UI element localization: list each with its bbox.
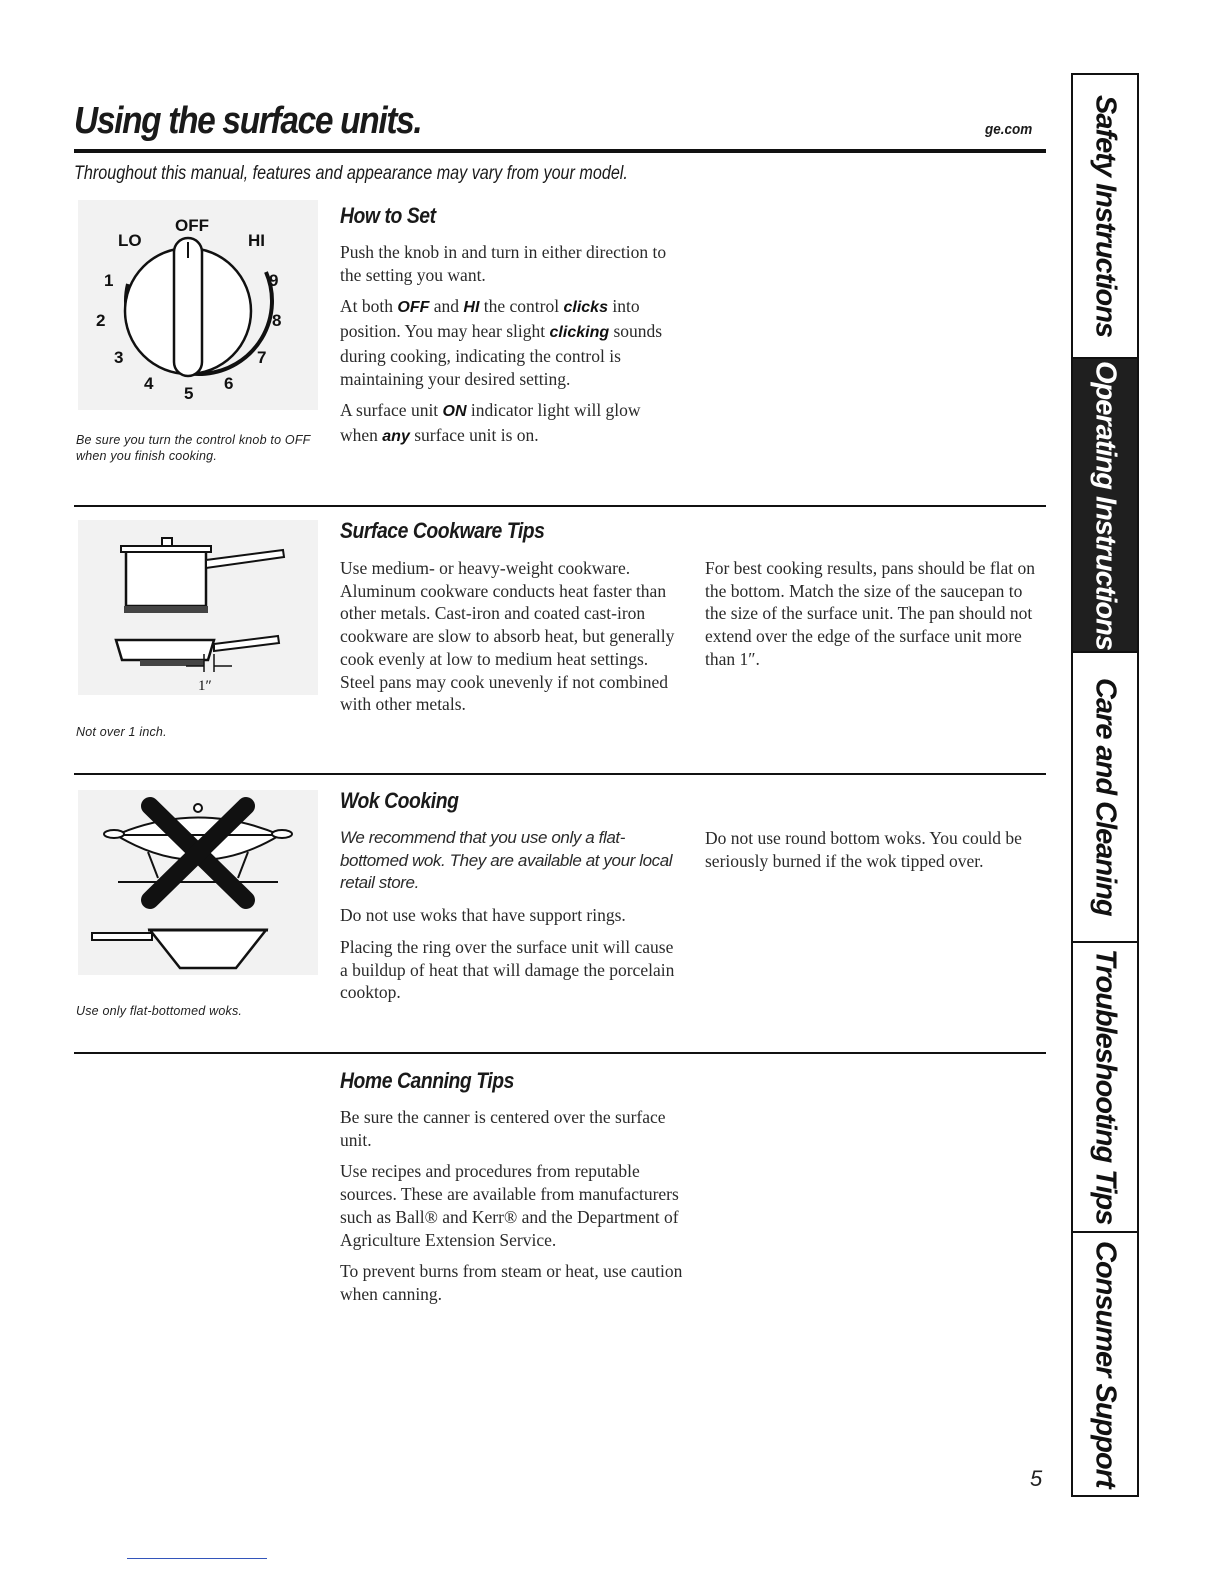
page-number: 5 [1030, 1466, 1043, 1491]
skillet-body [116, 640, 214, 660]
tab-label: Safety Instructions [1089, 94, 1122, 338]
cookware-text-left [340, 557, 680, 725]
tab-operating-instructions[interactable] [1073, 359, 1137, 653]
site-link[interactable]: ge.com [985, 121, 1033, 138]
canning-paragraph-3: To prevent burns from steam or heat, use caution when canning. [340, 1261, 683, 1304]
knob-label-off: OFF [175, 216, 209, 235]
wok-text-left [340, 827, 685, 1013]
knob-caption: Be sure you turn the control knob to OFF when you finish cooking. [76, 433, 311, 463]
tab-label: Operating Instructions [1089, 360, 1122, 650]
wok-caption: Use only flat-bottomed woks. [76, 1004, 243, 1018]
saucepan-lid-knob [162, 538, 172, 546]
tab-label: Care and Cleaning [1089, 678, 1122, 916]
knob-handle [174, 238, 202, 376]
round-wok-lid-knob [194, 804, 202, 812]
how-to-set-text [340, 241, 680, 458]
section-divider [74, 1052, 1046, 1054]
knob-label-2: 2 [96, 311, 106, 330]
knob-label-3: 3 [114, 348, 124, 367]
title-rule [74, 149, 1046, 153]
section-tabs [1071, 73, 1139, 1497]
cookware-caption: Not over 1 inch. [76, 725, 167, 739]
section-divider [74, 505, 1046, 507]
heading-home-canning-tips: Home Canning Tips [340, 1068, 514, 1093]
canning-paragraph-1: Be sure the canner is centered over the surface unit. [340, 1107, 666, 1150]
measure-label: 1″ [198, 678, 212, 694]
tab-care-and-cleaning[interactable] [1073, 653, 1137, 943]
knob-label-7: 7 [257, 348, 267, 367]
knob-label-8: 8 [272, 311, 282, 330]
knob-label-4: 4 [144, 374, 154, 393]
wok-illustration [78, 790, 318, 975]
knob-label-9: 9 [269, 271, 279, 290]
round-wok-handle-left [104, 830, 124, 838]
how-to-set-paragraph-1: Push the knob in and turn in either direction to the setting you want. [340, 242, 667, 285]
wok-paragraph-1: Do not use woks that have support rings. [340, 905, 626, 926]
surface-unit-1 [124, 606, 208, 613]
cookware-paragraph-right: For best cooking results, pans should be flat on the bottom. Match the size of the saucepan to the size of the surface unit. The pan should not extend over the edge of the surface unit more than 1″. [705, 558, 1036, 669]
cookware-paragraph-left: Use medium- or heavy-weight cookware. Aluminum cookware conducts heat faster than other metals. Cast-iron and coated cast-iron cookware are slow to absorb heat, but generally cook evenly at low to medium heat settings. Steel pans may cook unevenly if not combined with other metals. [340, 558, 675, 715]
tab-troubleshooting-tips[interactable] [1073, 943, 1137, 1233]
canning-paragraph-2: Use recipes and procedures from reputable sources. These are available from manufacturers such as Ball® and Kerr® and the Department of Agriculture Extension Service. [340, 1161, 679, 1250]
wok-paragraph-2: Placing the ring over the surface unit will cause a buildup of heat that will damage the porcelain cooktop. [340, 936, 675, 1003]
knob-label-hi: HI [248, 231, 265, 250]
tab-label: Consumer Support [1089, 1240, 1122, 1488]
tab-safety-instructions[interactable] [1073, 75, 1137, 359]
round-wok-handle-right [272, 830, 292, 838]
section-divider [74, 773, 1046, 775]
wok-text-right [705, 827, 1025, 881]
knob-label-6: 6 [224, 374, 234, 393]
footer-line [127, 1558, 267, 1559]
tab-consumer-support[interactable] [1073, 1233, 1137, 1495]
wok-paragraph-right: Do not use round bottom woks. You could be seriously burned if the wok tipped over. [705, 828, 1022, 871]
knob-label-5: 5 [184, 384, 194, 403]
cookware-text-right [705, 557, 1040, 680]
page-title: Using the surface units. [74, 100, 422, 142]
knob-label-lo: LO [118, 231, 142, 250]
saucepan-body [126, 550, 206, 606]
cookware-illustration [78, 520, 318, 695]
heading-surface-cookware-tips: Surface Cookware Tips [340, 518, 545, 543]
wok-intro: We recommend that you use only a flat-bottomed wok. They are available at your local retail store. [340, 828, 673, 893]
heading-wok-cooking: Wok Cooking [340, 788, 459, 813]
surface-unit-2 [140, 660, 204, 666]
how-to-set-paragraph-3: A surface unit ON indicator light will glow when any surface unit is on. [340, 400, 641, 445]
canning-text [340, 1106, 685, 1315]
control-knob-illustration [78, 200, 318, 410]
how-to-set-paragraph-2: At both OFF and HI the control clicks into position. You may hear slight clicking sounds during cooking, indicating the control is maintaining your desired setting. [340, 296, 663, 389]
flat-wok-handle [92, 933, 152, 940]
heading-how-to-set: How to Set [340, 203, 436, 228]
tab-label: Troubleshooting Tips [1089, 949, 1122, 1225]
knob-label-1: 1 [104, 271, 114, 290]
page-subtitle: Throughout this manual, features and appearance may vary from your model. [74, 163, 628, 184]
